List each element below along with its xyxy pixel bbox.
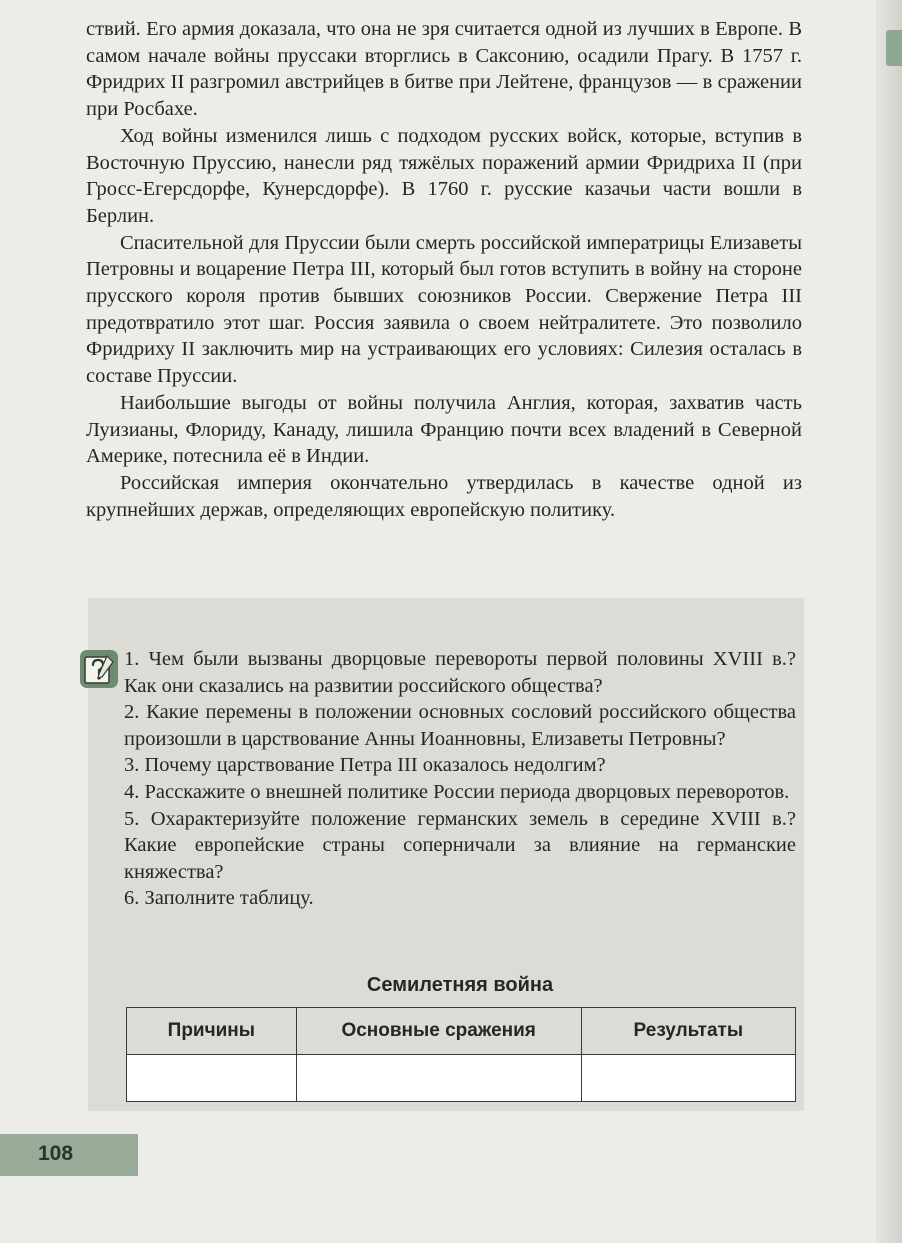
question-item: 1. Чем были вызваны дворцовые перевороты первой половины XVIII в.? Как они сказались на развитии российского общества? (124, 648, 796, 697)
question-item: 4. Расскажите о внешней политике России периода дворцовых переворотов. (124, 780, 790, 803)
question-item: 3. Почему царствование Петра III оказалось недолгим? (124, 754, 606, 777)
paragraph: Наибольшие выгоды от войны получила Англия, которая, захватив часть Луизианы, Флориду, Канаду, лишила Францию почти всех владений в Северной Америке, потеснила её в Индии. (86, 391, 802, 468)
table-cell-causes[interactable] (127, 1055, 297, 1102)
paragraph: Российская империя окончательно утвердилась в качестве одной из крупнейших держав, определяющих европейскую политику. (86, 471, 802, 521)
table-cell-results[interactable] (581, 1055, 795, 1102)
question-item: 5. Охарактеризуйте положение германских земель в середине XVIII в.? Какие европейские страны соперничали за влияние на германские княжества? (124, 807, 796, 883)
page-number-badge (0, 1134, 138, 1176)
table-header-battles: Основные сражения (296, 1008, 581, 1055)
body-text (86, 16, 802, 523)
table-header-results: Результаты (581, 1008, 795, 1055)
chapter-tab (886, 30, 902, 66)
page-number: 108 (38, 1142, 74, 1165)
table-caption: Семилетняя война (366, 974, 554, 996)
questions-list (124, 646, 796, 912)
table-row (127, 1055, 796, 1102)
table-cell-battles[interactable] (296, 1055, 581, 1102)
page-edge (876, 0, 902, 1243)
paragraph: Спасительной для Пруссии были смерть российской императрицы Елизаветы Петровны и воцарение Петра III, который был готов вступить в войну на стороне прусского короля против бывших союзников России. Свержение Петра III предотвратило этот шаг. Россия заявила о своем нейтралитете. Это позволило Фридриху II заключить мир на устраивающих его условиях: Силезия осталась в составе Пруссии. (86, 231, 802, 388)
table-header-row (127, 1008, 796, 1055)
question-icon (80, 650, 118, 688)
paragraph: Ход войны изменился лишь с подходом русских войск, которые, вступив в Восточную Пруссию, нанесли ряд тяжёлых поражений армии Фридриха II (при Гросс-Егерсдорфе, Кунерсдорфе). В 1760 г. русские казачьи части вошли в Берлин. (86, 124, 802, 227)
paragraph: ствий. Его армия доказала, что она не зря считается одной из лучших в Европе. В самом начале войны пруссаки вторглись в Саксонию, осадили Прагу. В 1757 г. Фридрих II разгромил австрийцев в битве при Лейтене, французов — в сражении при Росбахе. (86, 18, 802, 121)
table-header-causes: Причины (127, 1008, 297, 1055)
seven-years-war-table (126, 1007, 796, 1102)
question-item: 2. Какие перемены в положении основных сословий российского общества произошли в царствование Анны Иоанновны, Елизаветы Петровны? (124, 701, 796, 750)
question-item: 6. Заполните таблицу. (124, 887, 314, 910)
